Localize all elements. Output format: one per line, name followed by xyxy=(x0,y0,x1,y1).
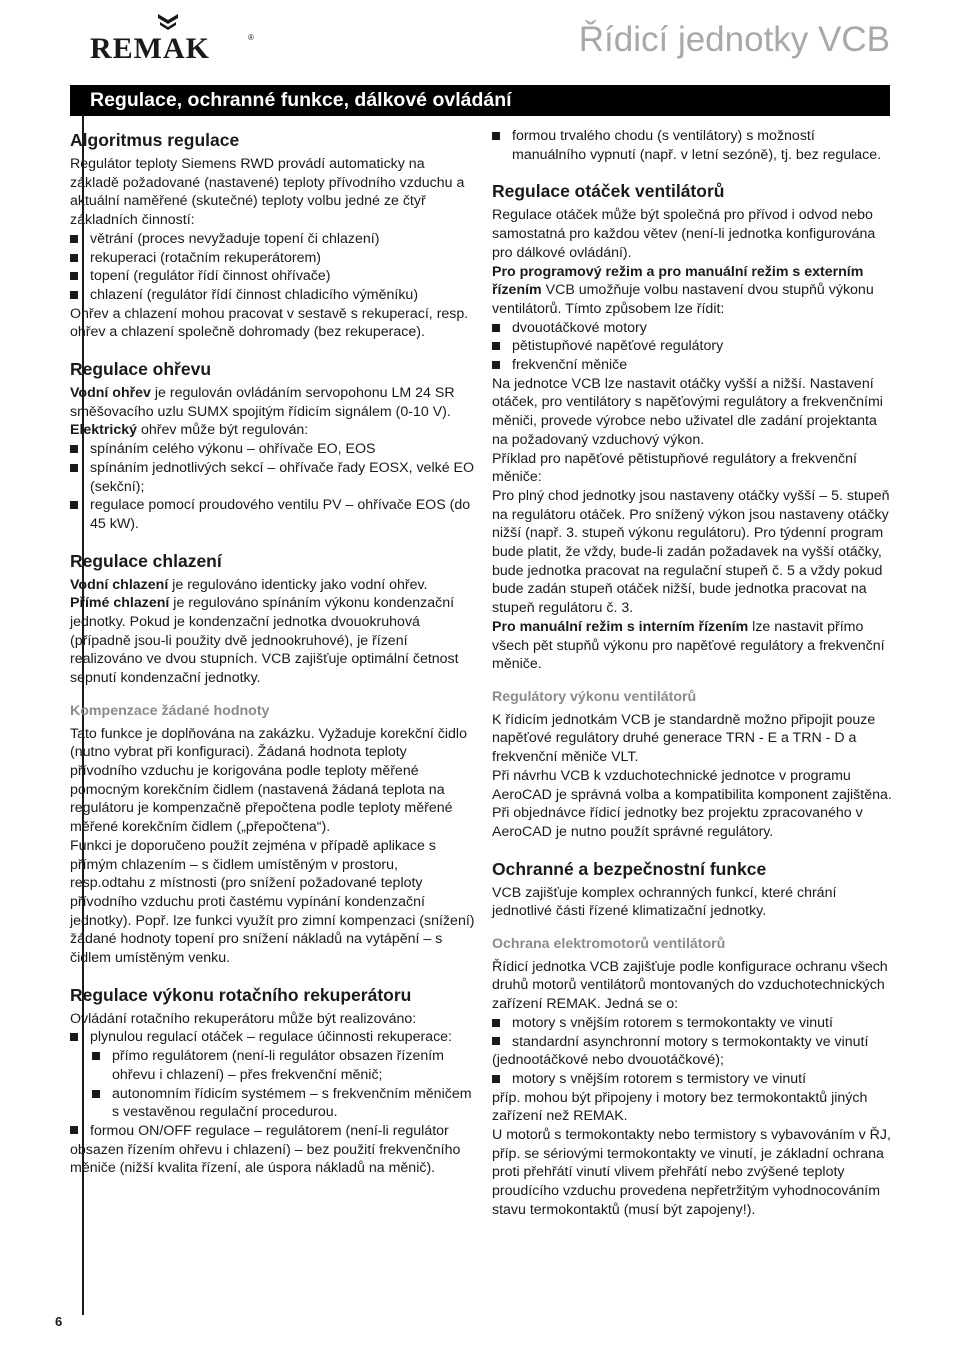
paragraph: Pro plný chod jednotky jsou nastaveny otáčky vyšší – 5. stupeň na regulátoru otáček. Pro snížený výkon jsou nastaveny otáčky nižší (např. 3. stupeň výkonu regulátoru). Pro týdenní program bude platit, že vždy, bude-li zadán požadavek na vyšší otáčky, bude jednotka pracovat na regulační stupeň č. 5 a vždy pokud bude zadán stupeň otáček nižší, bude jednotka pracovat na stupeň regulátoru č. 3. xyxy=(492,487,890,617)
paragraph: Regulátor teploty Siemens RWD provádí automaticky na základě požadované (nastavené) teploty přívodního vzduchu a aktuální naměřené (skutečné) teploty volbu jedné ze čtyř základních činností: xyxy=(70,156,465,229)
paragraph: Vodní ohřev je regulován ovládáním servopohonu LM 24 SR směšovacího uzlu SUMX spojitým řídicím signálem (0-10 V). xyxy=(70,385,455,420)
right-column xyxy=(492,127,892,1220)
list-item: chlazení (regulátor řídí činnost chladicího výměníku) xyxy=(70,286,475,305)
list-item: standardní asynchronní motory s termokontakty ve vinutí (jednootáčkové nebo dvouotáčkové); xyxy=(492,1033,869,1069)
list-item: regulace pomocí proudového ventilu PV – ohřívače EOS (do 45 kW). xyxy=(70,496,475,533)
svg-text:REMAK: REMAK xyxy=(90,32,210,62)
heading-cooling: Regulace chlazení xyxy=(70,550,222,571)
sub-list-item: přímo regulátorem (není-li regulátor obsazen řízením ohřevu i chlazení) – přes frekvenční měnič; xyxy=(70,1047,475,1084)
bullet-square-icon xyxy=(492,1075,500,1083)
bullet-square-icon xyxy=(70,1033,78,1041)
remak-logo xyxy=(90,12,260,62)
paragraph: Ohřev a chlazení mohou pracovat v sestavě s rekuperací, resp. ohřev a chlazení společně dohromady (bez rekuperace). xyxy=(70,305,469,341)
paragraph: Tato funkce je doplňována na zakázku. Vyžaduje korekční čidlo (nutno vybrat při konfiguraci). Žádaná hodnota teploty přívodního vzduchu je korigována podle teploty měřené pomocným korekčním čidlem (nastavená žádaná teplota na regulátoru je kompenzačně přepočtena podle teploty měřené měřené korekčním čidlem („přepočtena“). xyxy=(70,725,467,836)
list-item: plynulou regulací otáček – regulace účinnosti rekuperace: xyxy=(70,1028,475,1047)
bullet-square-icon xyxy=(70,254,78,262)
page-number: 6 xyxy=(55,1314,63,1329)
heading-protection: Ochranné a bezpečnostní funkce xyxy=(492,858,767,879)
bullet-square-icon xyxy=(70,235,78,243)
heading-compensation: Kompenzace žádané hodnoty xyxy=(70,702,270,719)
sub-list-item: autonomním řídicím systémem – s frekvenčním měničem s vestavěnou regulační procedurou. xyxy=(70,1085,475,1122)
list-item: motory s vnějším rotorem s termistory ve vinutí xyxy=(492,1070,892,1089)
list-item: motory s vnějším rotorem s termokontakty ve vinutí xyxy=(492,1014,892,1033)
paragraph: Elektrický ohřev může být regulován: xyxy=(70,422,309,439)
bullet-square-icon xyxy=(70,1126,78,1134)
section-banner: Regulace, ochranné funkce, dálkové ovládání xyxy=(70,85,890,116)
page-title: Řídicí jednotky VCB xyxy=(578,20,890,59)
list-item: topení (regulátor řídí činnost ohřívače) xyxy=(70,267,475,286)
svg-text:®: ® xyxy=(248,33,254,42)
bullet-square-icon xyxy=(492,132,500,140)
paragraph: Pro manuální režim s interním řízením lze nastavit přímo všech pět stupňů výkonu pro napěťové regulátory a frekvenční měniče. xyxy=(492,618,885,673)
bullet-square-icon xyxy=(492,1037,500,1045)
heading-algorithm: Algoritmus regulace xyxy=(70,130,240,150)
paragraph: příp. mohou být připojeny i motory bez termokontaktů jiných zařízení než REMAK. xyxy=(492,1089,868,1125)
paragraph: U motorů s termokontakty nebo termistory s vybavováním v ŘJ, příp. se sériovými termokontakty ve vinutí, je základní ochrana proti přehřátí vinutí vlivem přehřátí nebo zvýšené teploty proudícího vzduchu provedena nepřetržitým vyhodnocováním stavu termokontaktů (musí být zapojeny!). xyxy=(492,1127,891,1218)
list-item: větrání (proces nevyžaduje topení či chlazení) xyxy=(70,230,475,249)
bullet-square-icon xyxy=(70,464,78,472)
list-item: rekuperaci (rotačním rekuperátorem) xyxy=(70,249,475,268)
paragraph: Funkci je doporučeno použít zejména v případě aplikace s přímým chlazením – s čidlem umístěným v prostoru, resp.odtahu z místnosti (pro snížení požadované teploty přívodního vzduchu proti častému vypínání kondenzační jednotky). Popř. lze funkci využít pro zimní kompenzaci (snížení) žádané hodnoty topení pro snížení nákladů na vytápění – s čidlem umístěným venku. xyxy=(70,837,475,967)
bullet-square-icon xyxy=(492,1019,500,1027)
bullet-square-icon xyxy=(492,342,500,350)
heading-motor-protection: Ochrana elektromotorů ventilátorů xyxy=(492,936,726,953)
heading-fan-regulators: Regulátory výkonu ventilátorů xyxy=(492,688,697,705)
heading-rotary-recuperator: Regulace výkonu rotačního rekuperátoru xyxy=(70,984,412,1005)
bullet-square-icon xyxy=(492,324,500,332)
bullet-square-icon xyxy=(92,1052,100,1060)
bullet-square-icon xyxy=(70,445,78,453)
paragraph: Na jednotce VCB lze nastavit otáčky vyšší a nižší. Nastavení otáček, pro ventilátory s napěťovými regulátory a frekvenčními měniči, provede výrobce nebo uživatel dle zadání projektanta na požadovaný vzduchový výkon. xyxy=(492,375,883,448)
left-column xyxy=(70,127,475,1178)
bullet-square-icon xyxy=(92,1090,100,1098)
paragraph: Vodní chlazení je regulováno identicky jako vodní ohřev. xyxy=(70,576,428,593)
list-item: formou ON/OFF regulace – regulátorem (není-li regulátor obsazen řízením ohřevu i chlazení) – bez použití frekvenčního měniče (nižší kvalita řízení, ale úspora nákladů na měnič). xyxy=(70,1122,461,1177)
bullet-square-icon xyxy=(70,501,78,509)
paragraph: Řídicí jednotka VCB zajišťuje podle konfigurace ochranu všech druhů motorů ventilátorů montovaných do vzduchotechnických zařízení REMAK. Jedná se o: xyxy=(492,958,888,1013)
paragraph: Regulace otáček může být společná pro přívod i odvod nebo samostatná pro každou větev (není-li jednotka konfigurována pro dálkové ovládání). xyxy=(492,207,876,261)
paragraph: Příklad pro napěťové pětistupňové regulátory a frekvenční měniče: xyxy=(492,450,857,486)
paragraph: Při návrhu VCB k vzduchotechnické jednotce v programu AeroCAD je správná volba a kompatibilita komponent zajištěna. Při objednávce řídicí jednotky bez projektu zpracovaného v AeroCAD je nutno použít správné regulátory. xyxy=(492,767,892,840)
paragraph: Pro programový režim a pro manuální režim s externím řízením VCB umožňuje volbu nastavení dvou stupňů výkonu ventilátorů. Tímto způsobem lze řídit: xyxy=(492,263,874,317)
heading-fan-speed: Regulace otáček ventilátorů xyxy=(492,181,725,202)
paragraph: K řídicím jednotkám VCB je standardně možno připojit pouze napěťové regulátory druhé generace TRN - E a TRN - D a frekvenční měniče VLT. xyxy=(492,711,876,766)
list-item: formou trvalého chodu (s ventilátory) s možností manuálního vypnutí (např. v letní sezóně), tj. bez regulace. xyxy=(492,127,892,164)
paragraph: Ovládání rotačního rekuperátoru může být realizováno: xyxy=(70,1010,417,1027)
list-item: dvouotáčkové motory xyxy=(492,319,892,338)
bullet-square-icon xyxy=(492,361,500,369)
bullet-square-icon xyxy=(70,272,78,280)
list-item: frekvenční měniče xyxy=(492,356,892,375)
list-item: pětistupňové napěťové regulátory xyxy=(492,337,892,356)
heading-heating: Regulace ohřevu xyxy=(70,359,212,380)
list-item: spínáním jednotlivých sekcí – ohřívače řady EOSX, velké EO (sekční); xyxy=(70,459,475,496)
paragraph: VCB zajišťuje komplex ochranných funkcí, které chrání jednotlivé části řízené klimatizační jednotky. xyxy=(492,884,837,920)
bullet-square-icon xyxy=(70,291,78,299)
list-item: spínáním celého výkonu – ohřívače EO, EOS xyxy=(70,440,475,459)
paragraph: Přímé chlazení je regulováno spínáním výkonu kondenzační jednotky. Pokud je kondenzační jednotka dvouokruhová (případně jsou-li použity dvě jednookruhové), je řízení realizováno ve dvou stupních. VCB zajišťuje optimální četnost sepnutí kondenzační jednotky. xyxy=(70,595,459,687)
